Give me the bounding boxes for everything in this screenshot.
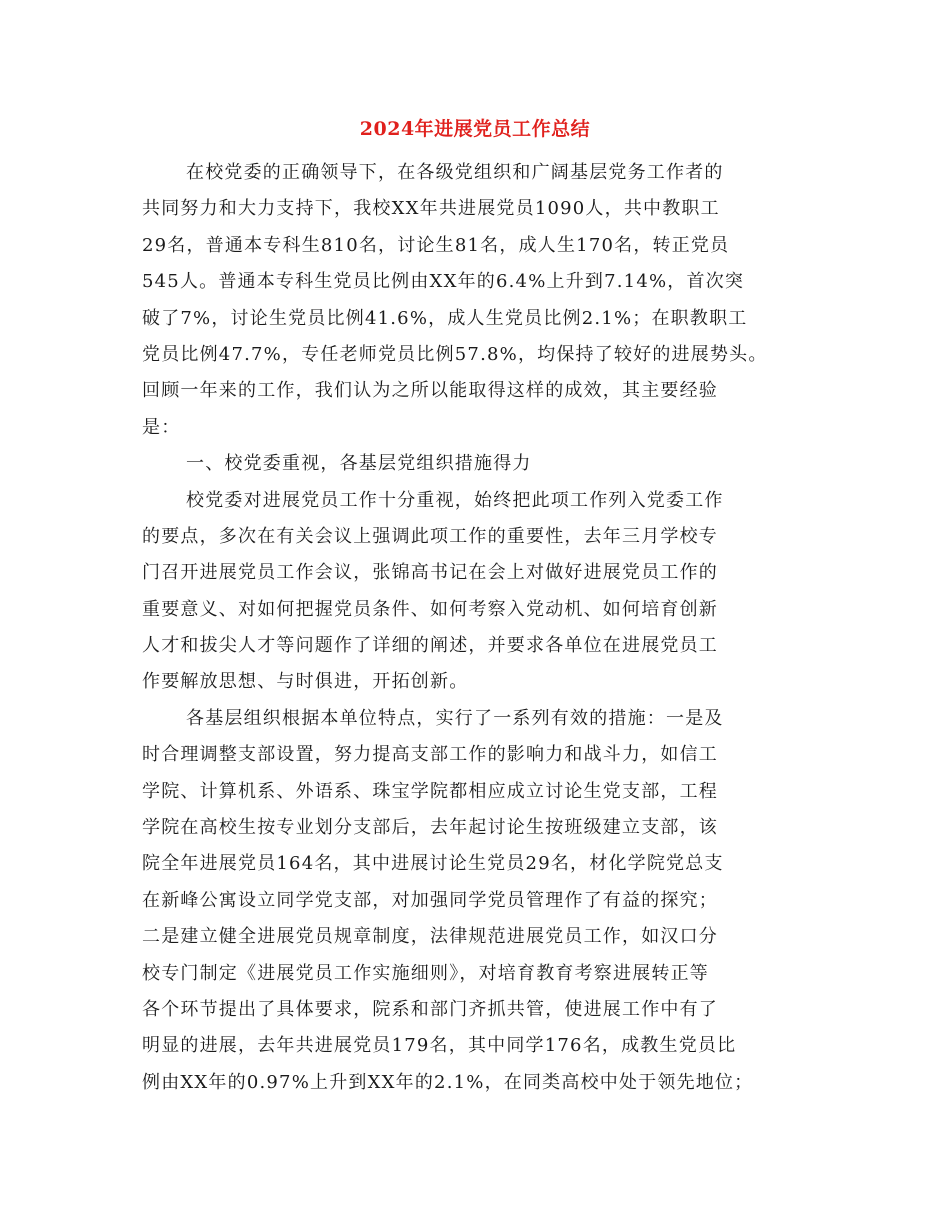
text-line: 是： <box>142 416 181 438</box>
text-line: 例由XX年的0.97%上升到XX年的2.1%，在同类高校中处于领先地位； <box>142 1071 754 1093</box>
text-line: 院全年进展党员164名，其中进展讨论生党员29名，材化学院党总支 <box>142 853 724 875</box>
document-body <box>142 155 812 1101</box>
text-line: 的要点，多次在有关会议上强调此项工作的重要性，去年三月学校专 <box>142 525 718 547</box>
text-line: 各个环节提出了具体要求，院系和部门齐抓共管，使进展工作中有了 <box>142 998 718 1020</box>
text-line: 党员比例47.7%，专任老师党员比例57.8%，均保持了较好的进展势头。 <box>142 343 768 365</box>
text-line: 二是建立健全进展党员规章制度，法律规范进展党员工作，如汉口分 <box>142 926 718 948</box>
text-line: 明显的进展，去年共进展党员179名，其中同学176名，成教生党员比 <box>142 1035 737 1057</box>
text-line: 校专门制定《进展党员工作实施细则》，对培育教育考察进展转正等 <box>142 962 709 984</box>
text-line: 人才和拔尖人才等问题作了详细的阐述，并要求各单位在进展党员工 <box>142 635 718 657</box>
text-line: 在校党委的正确领导下，在各级党组织和广阔基层党务工作者的 <box>186 162 724 183</box>
text-line: 重要意义、对如何把握党员条件、如何考察入党动机、如何培育创新 <box>142 598 718 620</box>
text-line: 时合理调整支部设置，努力提高支部工作的影响力和战斗力，如信工 <box>142 744 718 766</box>
text-line: 学院、计算机系、外语系、珠宝学院都相应成立讨论生党支部，工程 <box>142 780 718 802</box>
text-line: 在新峰公寓设立同学党支部，对加强同学党员管理作了有益的探究； <box>142 889 718 911</box>
text-line: 学院在高校生按专业划分支部后，去年起讨论生按班级建立支部，该 <box>142 817 718 839</box>
document-title: 2024年进展党员工作总结 <box>359 118 591 140</box>
text-line: 门召开进展党员工作会议，张锦高书记在会上对做好进展党员工作的 <box>142 562 718 584</box>
text-line: 一、校党委重视，各基层党组织措施得力 <box>186 453 532 475</box>
text-line: 各基层组织根据本单位特点，实行了一系列有效的措施：一是及 <box>186 707 724 729</box>
text-line: 校党委对进展党员工作十分重视，始终把此项工作列入党委工作 <box>186 489 724 511</box>
text-line: 共同努力和大力支持下，我校XX年共进展党员1090人，共中教职工 <box>142 198 720 220</box>
text-line: 作要解放思想、与时俱进，开拓创新。 <box>142 671 469 693</box>
text-line: 破了7%，讨论生党员比例41.6%，成人生党员比例2.1%；在职教职工 <box>142 307 748 329</box>
text-line: 29名，普通本专科生810名，讨论生81名，成人生170名，转正党员 <box>142 234 730 256</box>
text-line: 回顾一年来的工作，我们认为之所以能取得这样的成效，其主要经验 <box>142 380 718 402</box>
text-line: 545人。普通本专科生党员比例由XX年的6.4%上升到7.14%，首次突 <box>142 271 745 293</box>
